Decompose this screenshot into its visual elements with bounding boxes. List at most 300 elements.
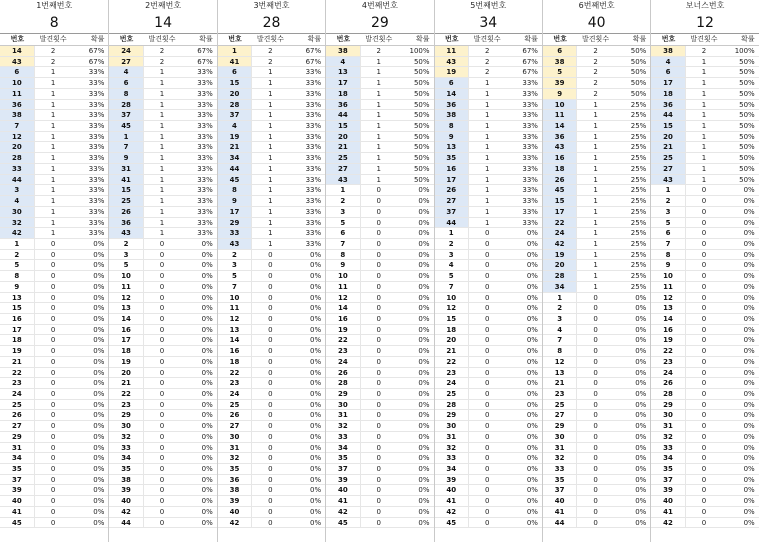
table-row[interactable] bbox=[651, 239, 758, 250]
table-row[interactable] bbox=[435, 464, 542, 475]
table-row[interactable] bbox=[218, 175, 325, 186]
table-row[interactable] bbox=[651, 260, 758, 271]
table-row[interactable] bbox=[543, 228, 650, 239]
table-row[interactable] bbox=[0, 100, 108, 111]
table-row[interactable] bbox=[109, 485, 216, 496]
table-row[interactable] bbox=[326, 153, 433, 164]
table-row[interactable] bbox=[543, 67, 650, 78]
table-row[interactable] bbox=[218, 421, 325, 432]
table-row[interactable] bbox=[218, 357, 325, 368]
table-row[interactable] bbox=[0, 164, 108, 175]
table-row[interactable] bbox=[651, 153, 758, 164]
table-row[interactable] bbox=[543, 314, 650, 325]
table-row[interactable] bbox=[218, 67, 325, 78]
table-row[interactable] bbox=[326, 207, 433, 218]
table-row[interactable] bbox=[435, 239, 542, 250]
table-row[interactable] bbox=[651, 142, 758, 153]
table-row[interactable] bbox=[218, 432, 325, 443]
table-row[interactable] bbox=[218, 250, 325, 261]
table-row[interactable] bbox=[435, 228, 542, 239]
table-row[interactable] bbox=[109, 110, 216, 121]
table-row[interactable] bbox=[435, 443, 542, 454]
table-row[interactable] bbox=[435, 78, 542, 89]
table-row[interactable] bbox=[651, 185, 758, 196]
table-row[interactable] bbox=[109, 239, 216, 250]
table-row[interactable] bbox=[651, 346, 758, 357]
table-row[interactable] bbox=[435, 89, 542, 100]
table-row[interactable] bbox=[651, 303, 758, 314]
table-row[interactable] bbox=[326, 475, 433, 486]
table-row[interactable] bbox=[0, 132, 108, 143]
table-row[interactable] bbox=[651, 228, 758, 239]
table-row[interactable] bbox=[326, 218, 433, 229]
table-row[interactable] bbox=[109, 410, 216, 421]
table-row[interactable] bbox=[435, 421, 542, 432]
table-row[interactable] bbox=[543, 485, 650, 496]
table-row[interactable] bbox=[0, 218, 108, 229]
table-row[interactable] bbox=[651, 57, 758, 68]
table-row[interactable] bbox=[0, 325, 108, 336]
table-row[interactable] bbox=[0, 89, 108, 100]
table-row[interactable] bbox=[326, 378, 433, 389]
table-row[interactable] bbox=[543, 282, 650, 293]
table-row[interactable] bbox=[543, 57, 650, 68]
table-row[interactable] bbox=[651, 121, 758, 132]
table-row[interactable] bbox=[435, 121, 542, 132]
table-row[interactable] bbox=[218, 228, 325, 239]
table-row[interactable] bbox=[326, 228, 433, 239]
table-row[interactable] bbox=[651, 207, 758, 218]
table-row[interactable] bbox=[0, 432, 108, 443]
table-row[interactable] bbox=[651, 78, 758, 89]
table-row[interactable] bbox=[0, 400, 108, 411]
table-row[interactable] bbox=[218, 100, 325, 111]
table-row[interactable] bbox=[109, 335, 216, 346]
table-row[interactable] bbox=[651, 443, 758, 454]
table-row[interactable] bbox=[109, 164, 216, 175]
table-row[interactable] bbox=[435, 378, 542, 389]
table-row[interactable] bbox=[543, 410, 650, 421]
table-row[interactable] bbox=[543, 421, 650, 432]
table-row[interactable] bbox=[543, 153, 650, 164]
table-row[interactable] bbox=[218, 389, 325, 400]
table-row[interactable] bbox=[109, 400, 216, 411]
table-row[interactable] bbox=[326, 110, 433, 121]
table-row[interactable] bbox=[109, 282, 216, 293]
table-row[interactable] bbox=[218, 314, 325, 325]
table-row[interactable] bbox=[109, 389, 216, 400]
table-row[interactable] bbox=[109, 443, 216, 454]
table-row[interactable] bbox=[651, 378, 758, 389]
table-row[interactable] bbox=[543, 400, 650, 411]
table-row[interactable] bbox=[326, 421, 433, 432]
table-row[interactable] bbox=[543, 142, 650, 153]
table-row[interactable] bbox=[109, 89, 216, 100]
table-row[interactable] bbox=[435, 250, 542, 261]
table-row[interactable] bbox=[218, 164, 325, 175]
table-row[interactable] bbox=[218, 443, 325, 454]
table-row[interactable] bbox=[0, 250, 108, 261]
table-row[interactable] bbox=[326, 314, 433, 325]
table-row[interactable] bbox=[435, 485, 542, 496]
table-row[interactable] bbox=[109, 346, 216, 357]
table-row[interactable] bbox=[109, 78, 216, 89]
table-row[interactable] bbox=[326, 485, 433, 496]
table-row[interactable] bbox=[326, 78, 433, 89]
table-row[interactable] bbox=[435, 368, 542, 379]
table-row[interactable] bbox=[435, 207, 542, 218]
table-row[interactable] bbox=[0, 110, 108, 121]
table-row[interactable] bbox=[435, 57, 542, 68]
table-row[interactable] bbox=[435, 67, 542, 78]
table-row[interactable] bbox=[435, 410, 542, 421]
table-row[interactable] bbox=[543, 100, 650, 111]
table-row[interactable] bbox=[0, 378, 108, 389]
table-row[interactable] bbox=[218, 293, 325, 304]
table-row[interactable] bbox=[109, 218, 216, 229]
table-row[interactable] bbox=[435, 175, 542, 186]
table-row[interactable] bbox=[435, 196, 542, 207]
table-row[interactable] bbox=[435, 453, 542, 464]
table-row[interactable] bbox=[326, 443, 433, 454]
table-row[interactable] bbox=[326, 293, 433, 304]
table-row[interactable] bbox=[218, 485, 325, 496]
table-row[interactable] bbox=[218, 57, 325, 68]
table-row[interactable] bbox=[218, 507, 325, 518]
table-row[interactable] bbox=[326, 67, 433, 78]
table-row[interactable] bbox=[109, 293, 216, 304]
table-row[interactable] bbox=[0, 228, 108, 239]
table-row[interactable] bbox=[435, 314, 542, 325]
table-row[interactable] bbox=[543, 132, 650, 143]
table-row[interactable] bbox=[218, 453, 325, 464]
table-row[interactable] bbox=[651, 100, 758, 111]
table-row[interactable] bbox=[543, 378, 650, 389]
table-row[interactable] bbox=[651, 400, 758, 411]
table-row[interactable] bbox=[435, 518, 542, 529]
table-row[interactable] bbox=[218, 153, 325, 164]
table-row[interactable] bbox=[109, 207, 216, 218]
table-row[interactable] bbox=[651, 46, 758, 57]
table-row[interactable] bbox=[435, 293, 542, 304]
table-row[interactable] bbox=[326, 496, 433, 507]
table-row[interactable] bbox=[651, 464, 758, 475]
table-row[interactable] bbox=[651, 410, 758, 421]
table-row[interactable] bbox=[0, 507, 108, 518]
table-row[interactable] bbox=[109, 67, 216, 78]
table-row[interactable] bbox=[543, 346, 650, 357]
table-row[interactable] bbox=[326, 357, 433, 368]
table-row[interactable] bbox=[218, 239, 325, 250]
table-row[interactable] bbox=[0, 196, 108, 207]
table-row[interactable] bbox=[0, 260, 108, 271]
table-row[interactable] bbox=[109, 475, 216, 486]
table-row[interactable] bbox=[543, 185, 650, 196]
table-row[interactable] bbox=[435, 185, 542, 196]
table-row[interactable] bbox=[0, 46, 108, 57]
table-row[interactable] bbox=[0, 185, 108, 196]
table-row[interactable] bbox=[109, 142, 216, 153]
table-row[interactable] bbox=[0, 57, 108, 68]
table-row[interactable] bbox=[109, 185, 216, 196]
table-row[interactable] bbox=[326, 175, 433, 186]
table-row[interactable] bbox=[0, 282, 108, 293]
table-row[interactable] bbox=[543, 464, 650, 475]
table-row[interactable] bbox=[0, 443, 108, 454]
table-row[interactable] bbox=[543, 507, 650, 518]
table-row[interactable] bbox=[435, 142, 542, 153]
table-row[interactable] bbox=[109, 132, 216, 143]
table-row[interactable] bbox=[651, 518, 758, 529]
table-row[interactable] bbox=[109, 57, 216, 68]
table-row[interactable] bbox=[109, 175, 216, 186]
table-row[interactable] bbox=[326, 389, 433, 400]
table-row[interactable] bbox=[435, 335, 542, 346]
table-row[interactable] bbox=[435, 218, 542, 229]
table-row[interactable] bbox=[435, 100, 542, 111]
table-row[interactable] bbox=[651, 196, 758, 207]
table-row[interactable] bbox=[0, 142, 108, 153]
table-row[interactable] bbox=[326, 400, 433, 411]
table-row[interactable] bbox=[543, 250, 650, 261]
table-row[interactable] bbox=[543, 175, 650, 186]
table-row[interactable] bbox=[543, 46, 650, 57]
table-row[interactable] bbox=[109, 196, 216, 207]
table-row[interactable] bbox=[435, 475, 542, 486]
table-row[interactable] bbox=[0, 271, 108, 282]
table-row[interactable] bbox=[218, 271, 325, 282]
table-row[interactable] bbox=[326, 57, 433, 68]
table-row[interactable] bbox=[218, 335, 325, 346]
table-row[interactable] bbox=[543, 335, 650, 346]
table-row[interactable] bbox=[0, 335, 108, 346]
table-row[interactable] bbox=[0, 239, 108, 250]
table-row[interactable] bbox=[326, 507, 433, 518]
table-row[interactable] bbox=[543, 389, 650, 400]
table-row[interactable] bbox=[651, 271, 758, 282]
table-row[interactable] bbox=[543, 453, 650, 464]
table-row[interactable] bbox=[326, 432, 433, 443]
table-row[interactable] bbox=[326, 239, 433, 250]
table-row[interactable] bbox=[543, 121, 650, 132]
table-row[interactable] bbox=[326, 464, 433, 475]
table-row[interactable] bbox=[435, 260, 542, 271]
table-row[interactable] bbox=[109, 250, 216, 261]
table-row[interactable] bbox=[543, 303, 650, 314]
table-row[interactable] bbox=[651, 250, 758, 261]
table-row[interactable] bbox=[0, 475, 108, 486]
table-row[interactable] bbox=[651, 485, 758, 496]
table-row[interactable] bbox=[218, 46, 325, 57]
table-row[interactable] bbox=[109, 303, 216, 314]
table-row[interactable] bbox=[651, 89, 758, 100]
table-row[interactable] bbox=[218, 260, 325, 271]
table-row[interactable] bbox=[218, 410, 325, 421]
table-row[interactable] bbox=[651, 132, 758, 143]
table-row[interactable] bbox=[326, 185, 433, 196]
table-row[interactable] bbox=[0, 175, 108, 186]
table-row[interactable] bbox=[0, 453, 108, 464]
table-row[interactable] bbox=[543, 293, 650, 304]
table-row[interactable] bbox=[218, 121, 325, 132]
table-row[interactable] bbox=[326, 121, 433, 132]
table-row[interactable] bbox=[218, 368, 325, 379]
table-row[interactable] bbox=[0, 121, 108, 132]
table-row[interactable] bbox=[109, 260, 216, 271]
table-row[interactable] bbox=[0, 368, 108, 379]
table-row[interactable] bbox=[109, 507, 216, 518]
table-row[interactable] bbox=[326, 100, 433, 111]
table-row[interactable] bbox=[326, 518, 433, 529]
table-row[interactable] bbox=[543, 325, 650, 336]
table-row[interactable] bbox=[218, 89, 325, 100]
table-row[interactable] bbox=[109, 518, 216, 529]
table-row[interactable] bbox=[0, 464, 108, 475]
table-row[interactable] bbox=[543, 443, 650, 454]
table-row[interactable] bbox=[543, 164, 650, 175]
table-row[interactable] bbox=[326, 368, 433, 379]
table-row[interactable] bbox=[218, 303, 325, 314]
table-row[interactable] bbox=[651, 175, 758, 186]
table-row[interactable] bbox=[435, 271, 542, 282]
table-row[interactable] bbox=[109, 121, 216, 132]
table-row[interactable] bbox=[109, 496, 216, 507]
table-row[interactable] bbox=[218, 196, 325, 207]
table-row[interactable] bbox=[651, 496, 758, 507]
table-row[interactable] bbox=[435, 164, 542, 175]
table-row[interactable] bbox=[543, 271, 650, 282]
table-row[interactable] bbox=[109, 378, 216, 389]
table-row[interactable] bbox=[326, 250, 433, 261]
table-row[interactable] bbox=[218, 400, 325, 411]
table-row[interactable] bbox=[218, 132, 325, 143]
table-row[interactable] bbox=[109, 100, 216, 111]
table-row[interactable] bbox=[651, 421, 758, 432]
table-row[interactable] bbox=[109, 153, 216, 164]
table-row[interactable] bbox=[543, 432, 650, 443]
table-row[interactable] bbox=[218, 78, 325, 89]
table-row[interactable] bbox=[0, 153, 108, 164]
table-row[interactable] bbox=[109, 271, 216, 282]
table-row[interactable] bbox=[651, 389, 758, 400]
table-row[interactable] bbox=[109, 357, 216, 368]
table-row[interactable] bbox=[435, 357, 542, 368]
table-row[interactable] bbox=[651, 282, 758, 293]
table-row[interactable] bbox=[326, 303, 433, 314]
table-row[interactable] bbox=[543, 110, 650, 121]
table-row[interactable] bbox=[0, 293, 108, 304]
table-row[interactable] bbox=[543, 496, 650, 507]
table-row[interactable] bbox=[651, 164, 758, 175]
table-row[interactable] bbox=[109, 453, 216, 464]
table-row[interactable] bbox=[109, 464, 216, 475]
table-row[interactable] bbox=[651, 453, 758, 464]
table-row[interactable] bbox=[218, 142, 325, 153]
table-row[interactable] bbox=[109, 228, 216, 239]
table-row[interactable] bbox=[0, 303, 108, 314]
table-row[interactable] bbox=[435, 507, 542, 518]
table-row[interactable] bbox=[543, 207, 650, 218]
table-row[interactable] bbox=[651, 110, 758, 121]
table-row[interactable] bbox=[326, 196, 433, 207]
table-row[interactable] bbox=[326, 142, 433, 153]
table-row[interactable] bbox=[543, 89, 650, 100]
table-row[interactable] bbox=[543, 196, 650, 207]
table-row[interactable] bbox=[218, 464, 325, 475]
table-row[interactable] bbox=[435, 389, 542, 400]
table-row[interactable] bbox=[109, 368, 216, 379]
table-row[interactable] bbox=[218, 378, 325, 389]
table-row[interactable] bbox=[651, 368, 758, 379]
table-row[interactable] bbox=[435, 282, 542, 293]
table-row[interactable] bbox=[543, 218, 650, 229]
table-row[interactable] bbox=[0, 518, 108, 529]
table-row[interactable] bbox=[543, 475, 650, 486]
table-row[interactable] bbox=[326, 89, 433, 100]
table-row[interactable] bbox=[543, 357, 650, 368]
table-row[interactable] bbox=[326, 271, 433, 282]
table-row[interactable] bbox=[326, 260, 433, 271]
table-row[interactable] bbox=[435, 496, 542, 507]
table-row[interactable] bbox=[651, 293, 758, 304]
table-row[interactable] bbox=[651, 67, 758, 78]
table-row[interactable] bbox=[109, 325, 216, 336]
table-row[interactable] bbox=[218, 218, 325, 229]
table-row[interactable] bbox=[651, 218, 758, 229]
table-row[interactable] bbox=[543, 368, 650, 379]
table-row[interactable] bbox=[326, 164, 433, 175]
table-row[interactable] bbox=[0, 67, 108, 78]
table-row[interactable] bbox=[109, 314, 216, 325]
table-row[interactable] bbox=[326, 132, 433, 143]
table-row[interactable] bbox=[218, 207, 325, 218]
table-row[interactable] bbox=[651, 335, 758, 346]
table-row[interactable] bbox=[218, 185, 325, 196]
table-row[interactable] bbox=[543, 78, 650, 89]
table-row[interactable] bbox=[0, 496, 108, 507]
table-row[interactable] bbox=[326, 335, 433, 346]
table-row[interactable] bbox=[218, 325, 325, 336]
table-row[interactable] bbox=[109, 421, 216, 432]
table-row[interactable] bbox=[218, 346, 325, 357]
table-row[interactable] bbox=[435, 400, 542, 411]
table-row[interactable] bbox=[0, 357, 108, 368]
table-row[interactable] bbox=[0, 421, 108, 432]
table-row[interactable] bbox=[435, 110, 542, 121]
table-row[interactable] bbox=[435, 303, 542, 314]
table-row[interactable] bbox=[435, 432, 542, 443]
table-row[interactable] bbox=[435, 346, 542, 357]
table-row[interactable] bbox=[218, 282, 325, 293]
table-row[interactable] bbox=[109, 432, 216, 443]
table-row[interactable] bbox=[326, 410, 433, 421]
table-row[interactable] bbox=[651, 325, 758, 336]
table-row[interactable] bbox=[0, 389, 108, 400]
table-row[interactable] bbox=[435, 325, 542, 336]
table-row[interactable] bbox=[326, 282, 433, 293]
table-row[interactable] bbox=[435, 132, 542, 143]
table-row[interactable] bbox=[218, 110, 325, 121]
table-row[interactable] bbox=[0, 410, 108, 421]
table-row[interactable] bbox=[218, 518, 325, 529]
table-row[interactable] bbox=[543, 260, 650, 271]
table-row[interactable] bbox=[0, 346, 108, 357]
table-row[interactable] bbox=[435, 46, 542, 57]
table-row[interactable] bbox=[326, 325, 433, 336]
table-row[interactable] bbox=[326, 346, 433, 357]
table-row[interactable] bbox=[651, 314, 758, 325]
table-row[interactable] bbox=[218, 496, 325, 507]
